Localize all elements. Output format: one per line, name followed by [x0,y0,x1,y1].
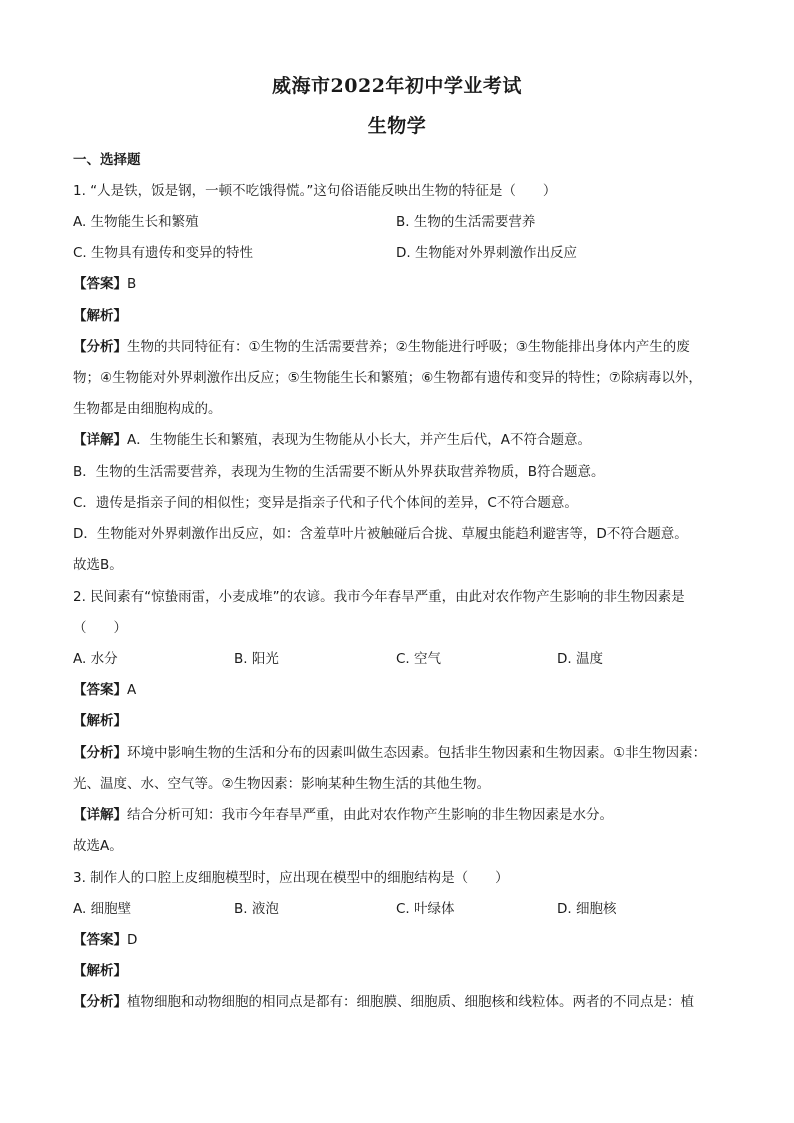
question-2-stem-line-2: （ ） [73,620,127,636]
q2-option-c: C. 空气 [396,651,442,667]
xiangjie-text: 结合分析可知：我市今年春旱严重，由此对农作物产生影响的非生物因素是水分。 [127,807,613,823]
q1-answer [73,274,733,294]
fenxi-tag: 【分析】 [73,339,127,355]
question-1-stem: 1. “人是铁，饭是钢，一顿不吃饿得慌。”这句俗语能反映出生物的特征是（ ） [73,183,557,199]
question-2-stem-line-1: 2. 民间素有“惊蛰雨雷，小麦成堆”的农谚。我市今年春旱严重，由此对农作物产生影响的非生物因素是 [73,589,685,605]
answer-value: B [127,276,137,292]
answer-value: A [127,682,137,698]
xiangjie-text: A．生物能生长和繁殖，表现为生物能从小长大，并产生后代，A不符合题意。 [127,432,591,448]
q3-option-b: B. 液泡 [234,901,279,917]
answer-tag: 【答案】 [73,682,127,698]
answer-tag: 【答案】 [73,932,127,948]
q1-fenxi-line-2: 物；④生物能对外界刺激作出反应；⑤生物能生长和繁殖；⑥生物都有遗传和变异的特性；⑦除病毒以外， [73,370,702,386]
q2-answer [73,680,733,700]
q1-conclusion: 故选B。 [73,557,123,573]
q3-answer [73,930,733,950]
fenxi-text: 环境中影响生物的生活和分布的因素叫做生态因素。包括非生物因素和生物因素。①非生物因素： [127,745,707,761]
q3-fenxi-line-1 [73,992,733,1012]
xiangjie-tag: 【详解】 [73,807,127,823]
q1-analysis-label: 【解析】 [73,308,127,324]
q1-xiangjie-line-4: D．生物能对外界刺激作出反应，如：含羞草叶片被触碰后合拢、草履虫能趋利避害等，D不符合题意。 [73,526,688,542]
q3-option-a: A. 细胞壁 [73,901,132,917]
xiangjie-tag: 【详解】 [73,432,127,448]
subject-title: 生物学 [367,115,427,137]
q2-option-d: D. 温度 [557,651,603,667]
fenxi-tag: 【分析】 [73,994,127,1010]
q1-option-c: C. 生物具有遗传和变异的特性 [73,245,254,261]
q2-conclusion: 故选A。 [73,838,123,854]
q2-fenxi-line-1 [73,743,733,763]
q2-xiangjie-line-1 [73,805,733,825]
q1-fenxi-line-3: 生物都是由细胞构成的。 [73,401,222,417]
q3-analysis-label: 【解析】 [73,963,127,979]
fenxi-tag: 【分析】 [73,745,127,761]
q1-fenxi-line-1 [73,337,733,357]
answer-tag: 【答案】 [73,276,127,292]
q1-xiangjie-line-2: B．生物的生活需要营养，表现为生物的生活需要不断从外界获取营养物质，B符合题意。 [73,464,605,480]
fenxi-text: 生物的共同特征有：①生物的生活需要营养；②生物能进行呼吸；③生物能排出身体内产生的废 [127,339,690,355]
q1-option-b: B. 生物的生活需要营养 [396,214,536,230]
fenxi-text: 植物细胞和动物细胞的相同点是都有：细胞膜、细胞质、细胞核和线粒体。两者的不同点是：植 [127,994,694,1010]
section-heading: 一、选择题 [73,152,141,168]
q2-analysis-label: 【解析】 [73,713,127,729]
q1-option-d: D. 生物能对外界刺激作出反应 [396,245,577,261]
q2-fenxi-line-2: 光、温度、水、空气等。②生物因素：影响某种生物生活的其他生物。 [73,776,491,792]
q2-option-a: A. 水分 [73,651,118,667]
exam-title: 威海市2022年初中学业考试 [272,75,522,97]
q2-option-b: B. 阳光 [234,651,279,667]
q3-option-d: D. 细胞核 [557,901,617,917]
q3-option-c: C. 叶绿体 [396,901,455,917]
q1-option-a: A. 生物能生长和繁殖 [73,214,199,230]
question-3-stem: 3. 制作人的口腔上皮细胞模型时，应出现在模型中的细胞结构是（ ） [73,870,509,886]
answer-value: D [127,932,138,948]
q1-xiangjie-line-1 [73,430,733,450]
q1-xiangjie-line-3: C．遗传是指亲子间的相似性；变异是指亲子代和子代个体间的差异，C不符合题意。 [73,495,578,511]
